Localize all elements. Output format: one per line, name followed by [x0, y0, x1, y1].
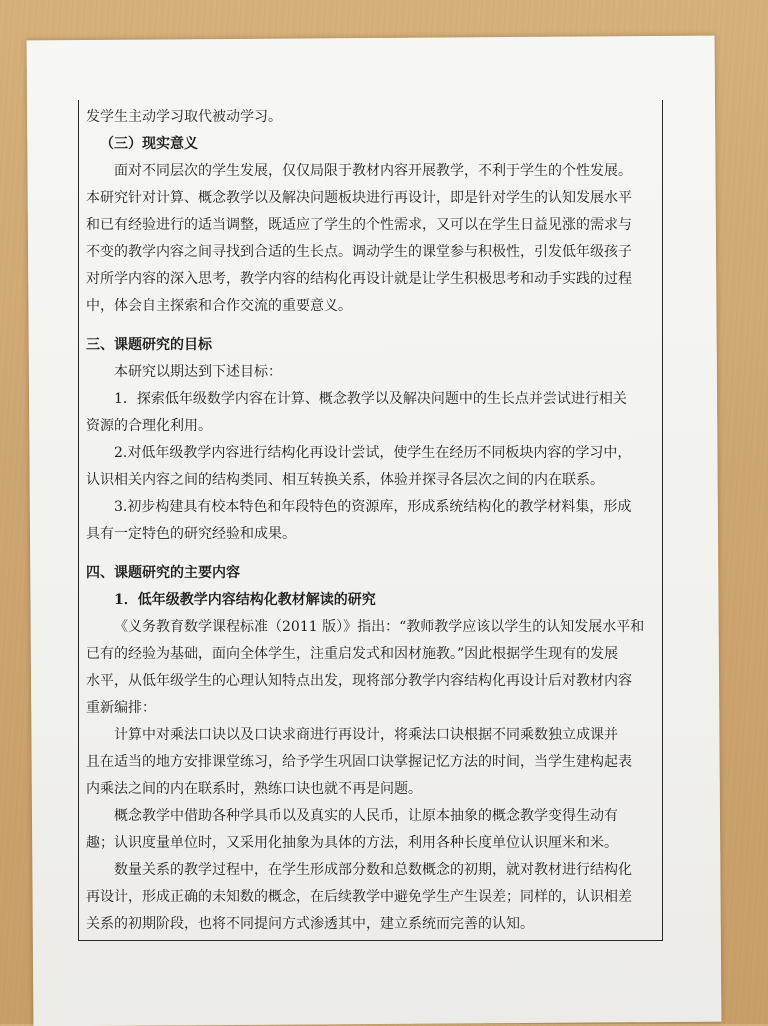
section-heading: （三）现实意义 [100, 136, 198, 152]
paragraph-line: 关系的初期阶段，也将不同提问方式渗透其中，建立系统而完善的认知。 [86, 916, 534, 932]
paragraph-line: 不变的教学内容之间寻找到合适的生长点。调动学生的课堂参与积极性，引发低年级孩子 [86, 244, 632, 260]
document-body [86, 104, 656, 938]
paragraph-line: 数量关系的教学过程中，在学生形成部分数和总数概念的初期，就对教材进行结构化 [114, 862, 632, 878]
paragraph-line: 本研究针对计算、概念教学以及解决问题板块进行再设计，即是针对学生的认知发展水平 [86, 190, 632, 206]
paragraph-line: 和已有经验进行的适当调整，既适应了学生的个性需求，又可以在学生日益见涨的需求与 [86, 217, 632, 233]
paragraph-line: 本研究以期达到下述目标： [114, 364, 282, 380]
section-heading: 三、课题研究的目标 [86, 337, 212, 353]
goal-line: 1．探索低年级数学内容在计算、概念教学以及解决问题中的生长点并尝试进行相关 [114, 391, 627, 407]
paragraph-line: 概念教学中借助各种学具币以及真实的人民币，让原本抽象的概念教学变得生动有 [114, 808, 618, 824]
paragraph-line: 趣；认识度量单位时，又采用化抽象为具体的方法，利用各种长度单位认识厘米和米。 [86, 835, 618, 851]
goal-line: 具有一定特色的研究经验和成果。 [86, 526, 296, 542]
paragraph-line: 已有的经验为基础，面向全体学生，注重启发式和因材施教。”因此根据学生现有的发展 [86, 646, 619, 662]
goal-line: 2.对低年级教学内容进行结构化再设计尝试，使学生在经历不同板块内容的学习中， [114, 445, 632, 461]
paragraph-line: 《义务教育数学课程标准（2011 版）》指出：“教师教学应该以学生的认知发展水平和 [114, 619, 645, 635]
goal-line: 3.初步构建具有校本特色和年段特色的资源库，形成系统结构化的教学材料集，形成 [114, 499, 632, 515]
paragraph-line: 内乘法之间的内在联系时，熟练口诀也就不再是问题。 [86, 781, 422, 797]
paragraph-line: 再设计，形成正确的未知数的概念，在后续教学中避免学生产生误差；同样的，认识相差 [86, 889, 632, 905]
paragraph-line: 水平，从低年级学生的心理认知特点出发，现将部分教学内容结构化再设计后对教材内容 [86, 673, 632, 689]
paragraph-line: 面对不同层次的学生发展，仅仅局限于教材内容开展教学，不利于学生的个性发展。 [114, 163, 632, 179]
goal-line: 资源的合理化利用。 [86, 418, 212, 434]
paragraph-line: 中，体会自主探索和合作交流的重要意义。 [86, 298, 352, 314]
paragraph-line: 发学生主动学习取代被动学习。 [86, 109, 282, 125]
goal-line: 认识相关内容之间的结构类同、相互转换关系，体验并探寻各层次之间的内在联系。 [86, 472, 604, 488]
paragraph-line: 重新编排： [86, 700, 156, 716]
subsection-heading: 1．低年级教学内容结构化教材解读的研究 [114, 592, 376, 608]
paragraph-line: 且在适当的地方安排课堂练习，给予学生巩固口诀掌握记忆方法的时间，当学生建构起表 [86, 754, 632, 770]
paragraph-line: 计算中对乘法口诀以及口诀求商进行再设计，将乘法口诀根据不同乘数独立成课并 [114, 727, 618, 743]
paragraph-line: 对所学内容的深入思考，教学内容的结构化再设计就是让学生积极思考和动手实践的过程 [86, 271, 632, 287]
section-heading: 四、课题研究的主要内容 [86, 565, 240, 581]
